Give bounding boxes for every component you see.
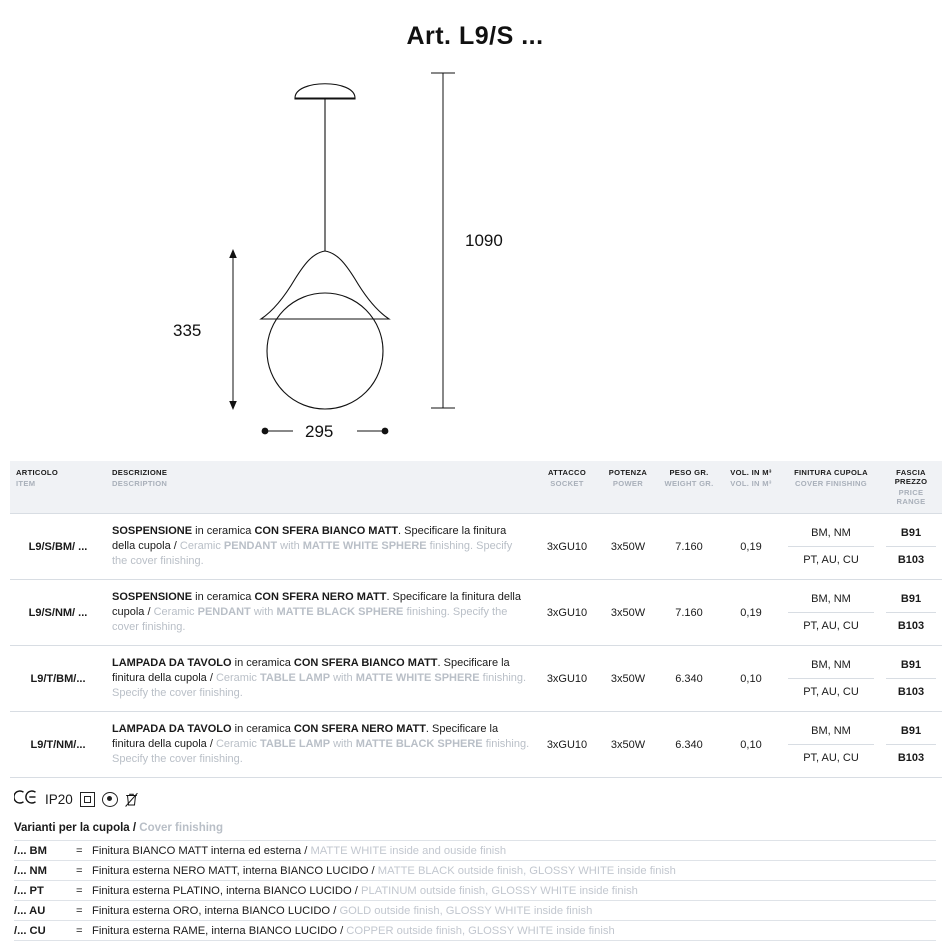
price-secondary: B103 [897,686,925,698]
cell-socket: 3xGU10 [536,646,598,712]
weee-bin-glyph [125,792,138,808]
variant-equals: = [76,884,83,897]
cell-cover-finishing [782,514,880,580]
certification-symbols [0,778,950,808]
cell-volume: 0,19 [720,514,782,580]
cell-power: 3x50W [598,646,658,712]
variants-title: Varianti per la cupola / Cover finishing [14,822,223,834]
class-ii-icon [80,792,95,807]
suitable-mounting-icon [102,792,118,807]
finish-option-secondary: PT, AU, CU [803,752,859,764]
price-primary: B91 [886,520,936,547]
variant-code: /... AU [14,904,46,917]
th-socket: ATTACCO SOCKET [536,461,598,514]
variant-equals: = [76,924,83,937]
th-cover-finishing: FINITURA CUPOLA COVER FINISHING [782,461,880,514]
list-item [14,880,936,900]
cell-volume: 0,10 [720,712,782,778]
cell-socket: 3xGU10 [536,580,598,646]
table-header-row [10,461,942,514]
finish-option-primary: BM, NM [788,520,874,547]
cell-volume: 0,10 [720,646,782,712]
th-description: DESCRIZIONE DESCRIPTION [106,461,536,514]
list-item [14,920,936,941]
variant-equals: = [76,904,83,917]
list-item [14,860,936,880]
variant-code: /... PT [14,884,44,897]
price-secondary: B103 [897,620,925,632]
list-item [14,840,936,860]
cell-power: 3x50W [598,514,658,580]
th-weight: PESO GR. WEIGHT GR. [658,461,720,514]
variant-code: /... BM [14,844,47,857]
finish-option-primary: BM, NM [788,718,874,745]
variant-description: Finitura esterna ORO, interna BIANCO LUCIDO / GOLD outside finish, GLOSSY WHITE inside finish [92,904,593,917]
table-row [10,646,942,712]
cell-socket: 3xGU10 [536,712,598,778]
cover-finishing-variants [0,808,950,941]
dim-shade-height-label: 335 [173,321,202,340]
cell-socket: 3xGU10 [536,514,598,580]
finish-option-secondary: PT, AU, CU [803,620,859,632]
variant-equals: = [76,844,83,857]
table-row [10,580,942,646]
product-drawing [0,53,950,453]
cell-item-code: L9/T/NM/... [10,712,106,778]
specification-table [10,461,942,778]
cell-cover-finishing [782,580,880,646]
price-primary: B91 [886,586,936,613]
cell-price-range [880,712,942,778]
variant-code: /... CU [14,924,46,937]
variant-description: Finitura BIANCO MATT interna ed esterna / MATTE WHITE inside and ouside finish [92,844,507,857]
cell-item-code: L9/S/NM/ ... [10,580,106,646]
th-price-range: FASCIA PREZZO PRICE RANGE [880,461,942,514]
cell-item-code: L9/S/BM/ ... [10,514,106,580]
finish-option-secondary: PT, AU, CU [803,554,859,566]
weee-bin-icon [125,792,137,807]
finish-option-primary: BM, NM [788,586,874,613]
price-secondary: B103 [897,554,925,566]
dim-width-label: 295 [305,422,334,441]
cell-weight: 6.340 [658,712,720,778]
variant-description: Finitura esterna NERO MATT, interna BIANCO LUCIDO / MATTE BLACK outside finish, GLOSSY WHITE inside finish [92,864,676,877]
cell-weight: 7.160 [658,580,720,646]
cell-price-range [880,580,942,646]
cell-price-range [880,646,942,712]
variant-description: Finitura esterna RAME, interna BIANCO LUCIDO / COPPER outside finish, GLOSSY WHITE inside finish [92,924,615,937]
cell-description: SOSPENSIONE in ceramica CON SFERA NERO MATT. Specificare la finitura della cupola / Ceramic PENDANT with MATTE BLACK SPHERE finishing. Specify the cover finishing. [106,580,536,646]
ce-mark-icon [14,790,38,808]
finish-option-secondary: PT, AU, CU [803,686,859,698]
cell-weight: 6.340 [658,646,720,712]
finish-option-primary: BM, NM [788,652,874,679]
cell-cover-finishing [782,712,880,778]
th-power: POTENZA POWER [598,461,658,514]
variant-code: /... NM [14,864,47,877]
table-row [10,514,942,580]
cell-description: LAMPADA DA TAVOLO in ceramica CON SFERA BIANCO MATT. Specificare la finitura della cupola / Ceramic TABLE LAMP with MATTE WHITE SPHERE finishing. Specify the cover finishing. [106,646,536,712]
cell-item-code: L9/T/BM/... [10,646,106,712]
variant-equals: = [76,864,83,877]
variant-description: Finitura esterna PLATINO, interna BIANCO LUCIDO / PLATINUM outside finish, GLOSSY WHITE inside finish [92,884,638,897]
cell-price-range [880,514,942,580]
cell-description: LAMPADA DA TAVOLO in ceramica CON SFERA NERO MATT. Specificare la finitura della cupola / Ceramic TABLE LAMP with MATTE BLACK SPHERE finishing. Specify the cover finishing. [106,712,536,778]
ip-rating-label: IP20 [45,791,73,807]
th-volume: VOL. IN M³ VOL. IN M³ [720,461,782,514]
th-item: ARTICOLO ITEM [10,461,106,514]
specification-table-area [0,461,950,778]
price-primary: B91 [886,718,936,745]
cell-power: 3x50W [598,712,658,778]
list-item [14,900,936,920]
cell-power: 3x50W [598,580,658,646]
cell-description: SOSPENSIONE in ceramica CON SFERA BIANCO MATT. Specificare la finitura della cupola / Ceramic PENDANT with MATTE WHITE SPHERE finishing. Specify the cover finishing. [106,514,536,580]
dim-total-height-label: 1090 [465,231,503,250]
page-title: Art. L9/S ... [406,22,544,50]
price-primary: B91 [886,652,936,679]
table-row [10,712,942,778]
price-secondary: B103 [897,752,925,764]
ce-mark-glyph [14,790,38,804]
lamp-technical-drawing [145,53,805,448]
cell-weight: 7.160 [658,514,720,580]
cell-volume: 0,19 [720,580,782,646]
cell-cover-finishing [782,646,880,712]
